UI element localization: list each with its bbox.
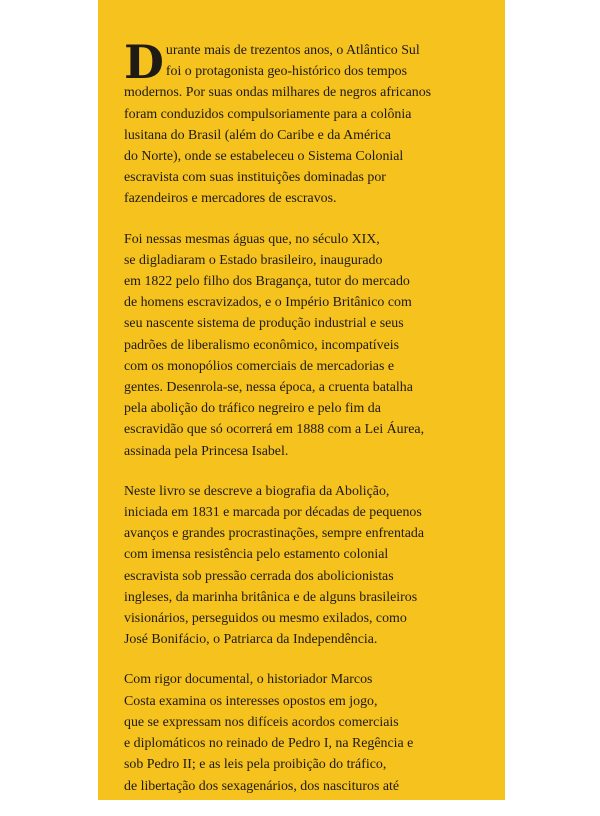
text-line: em 1822 pelo filho dos Bragança, tutor do mercado (124, 274, 410, 290)
text-line: urante mais de trezentos anos, o Atlântico Sul (165, 43, 420, 58)
text-line: avanços e grandes procrastinações, sempre enfrentada (124, 526, 425, 542)
text-line: de homens escravizados, e o Império Britânico com (124, 295, 412, 311)
text-line: José Bonifácio, o Patriarca da Independência. (124, 632, 378, 648)
text-line: pela abolição do tráfico negreiro e pelo fim da (124, 401, 381, 417)
paragraph-3 (124, 481, 494, 651)
text-line: fazendeiros e mercadores de escravos. (124, 191, 337, 207)
text-line: Neste livro se descreve a biografia da Abolição, (124, 483, 390, 499)
book-flap-panel (98, 0, 505, 800)
text-line: modernos. Por suas ondas milhares de negros africanos (124, 85, 432, 101)
text-line: padrões de liberalismo econômico, incompatíveis (124, 337, 400, 353)
text-line: ingleses, da marinha britânica e de alguns brasileiros (124, 589, 418, 605)
text-line: que se expressam nos difíceis acordos comerciais (124, 714, 399, 730)
text-line: de libertação dos sexagenários, dos nascituros até (124, 778, 400, 794)
text-line: escravista com suas instituições dominadas por (124, 170, 386, 186)
text-line: sob Pedro II; e as leis pela proibição do tráfico, (124, 757, 387, 773)
text-line: escravista sob pressão cerrada dos abolicionistas (124, 568, 394, 584)
text-line: se digladiaram o Estado brasileiro, inaugurado (124, 252, 383, 268)
text-line: Costa examina os interesses opostos em jogo, (124, 693, 378, 709)
text-line: com os monopólios comerciais de mercadorias e (124, 358, 395, 374)
text-line: Foi nessas mesmas águas que, no século XIX, (124, 231, 380, 247)
text-line: iniciada em 1831 e marcada por décadas de pequenos (124, 505, 422, 521)
text-line: do Norte), onde se estabeleceu o Sistema Colonial (124, 149, 404, 165)
paragraph-2 (124, 229, 494, 462)
text-line: Com rigor documental, o historiador Marcos (124, 672, 373, 688)
text-line: e diplomáticos no reinado de Pedro I, na Regência e (124, 736, 414, 752)
text-line: seu nascente sistema de produção industrial e seus (124, 316, 404, 332)
paragraph-1 (124, 35, 494, 210)
text-line: assinada pela Princesa Isabel. (124, 443, 289, 459)
text-line: escravidão que só ocorrerá em 1888 com a Lei Áurea, (124, 422, 425, 438)
text-line: foi o protagonista geo-histórico dos tempos (165, 64, 408, 80)
flap-text (124, 35, 494, 816)
paragraph-4 (124, 669, 494, 796)
text-line: com imensa resistência pelo estamento colonial (124, 547, 389, 563)
text-line: foram conduzidos compulsoriamente para a colônia (124, 106, 412, 122)
text-line: gentes. Desenrola-se, nessa época, a cruenta batalha (124, 380, 413, 396)
drop-cap: D (124, 35, 164, 89)
text-line: lusitana do Brasil (além do Caribe e da América (124, 127, 391, 143)
text-line: visionários, perseguidos ou mesmo exilados, como (124, 611, 407, 627)
